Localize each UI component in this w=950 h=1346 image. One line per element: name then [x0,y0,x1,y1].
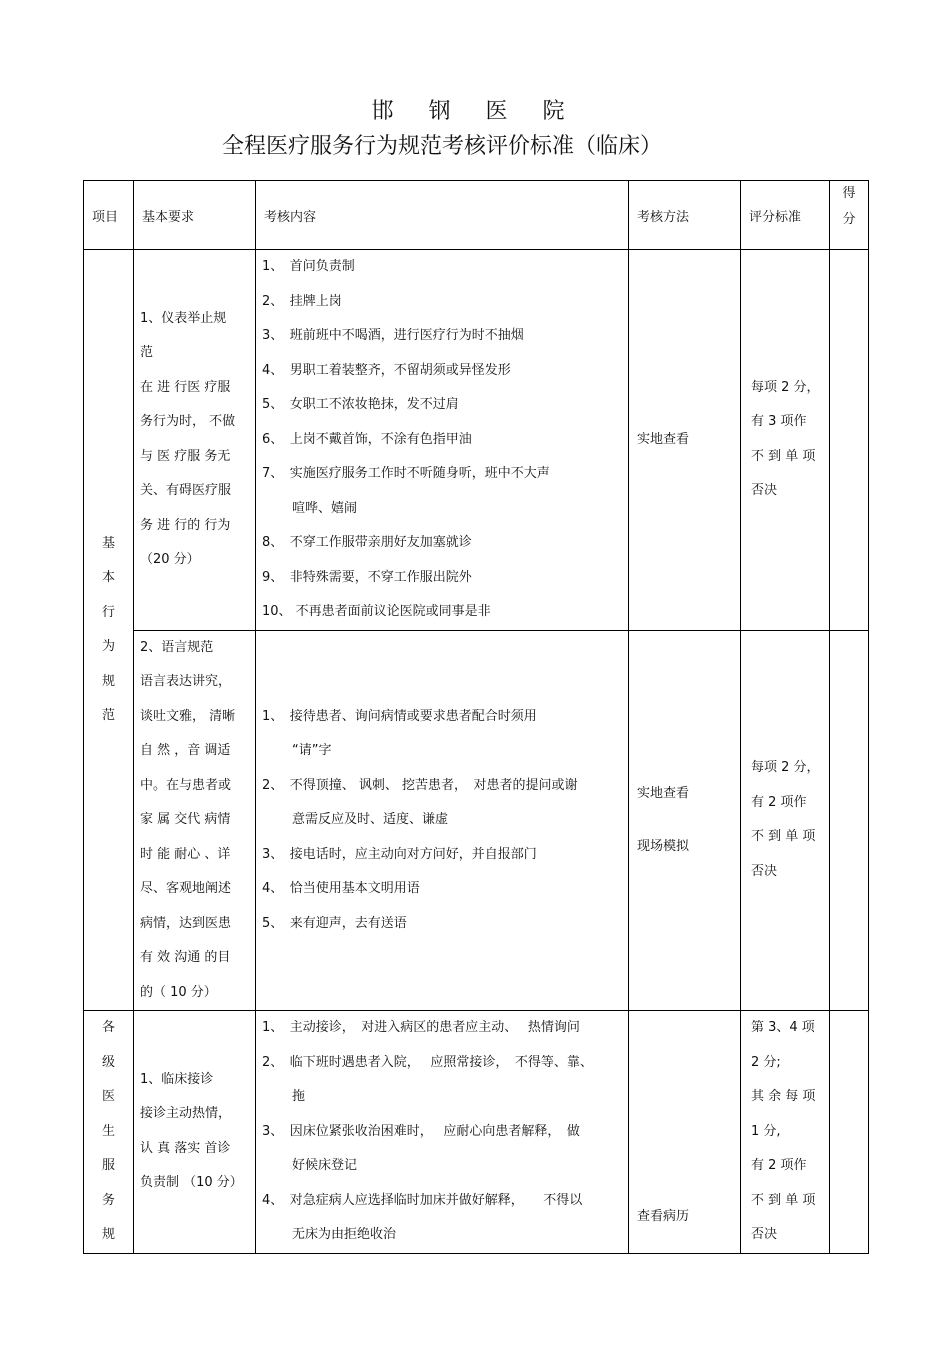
content-item: 9、 非特殊需要，不穿工作服出院外 [262,569,472,585]
text-line: 生 [101,1123,115,1139]
content-item: 喧哗、嬉闹 [292,500,358,516]
text-line: 否决 [751,483,778,499]
content-item: 好候床登记 [292,1158,358,1173]
score-cell [830,1011,869,1254]
content-item: 拖 [292,1089,306,1104]
text-line: 1、临床接诊 [140,1071,214,1087]
text-line: 2 分; [751,1054,781,1070]
text-line: （20 分） [140,552,200,568]
text-line: 认 真 落实 首诊 [140,1140,231,1156]
text-line: 务 进 行的 行为 [140,517,231,533]
text-line: 的（ 10 分） [140,984,217,1000]
content-item: “请”字 [292,743,332,758]
content-item: 4、 男职工着装整齐，不留胡须或异怪发形 [262,362,511,378]
header-method: 考核方法 [629,181,741,250]
text-line: 1、仪表举止规 [140,310,227,326]
text-line: 范 [140,345,154,361]
section-label [84,1011,134,1254]
text-line: 不 到 单 项 [751,1192,816,1208]
table-row [84,250,869,631]
text-line: 实地查看 [637,786,690,802]
content-item: 3、 因床位紧张收治困难时， 应耐心向患者解释， 做 [262,1123,580,1139]
header-content: 考核内容 [256,181,629,250]
hospital-name: 邯 钢 医 院 [371,99,579,124]
text-line: 规 [101,673,115,689]
content-item: 2、 不得顶撞、 讽刺、 挖苦患者， 对患者的提问或谢 [262,777,578,793]
text-line: 第 3、4 项 [751,1020,815,1035]
table-row [84,1011,869,1254]
text-line: 病情，达到医患 [140,915,232,931]
header-row [84,181,869,250]
method-cell [629,250,741,631]
content-item: 2、 挂牌上岗 [262,293,342,309]
score-cell [830,630,869,1011]
text-line: 每项 2 分， [751,760,820,776]
score-cell [830,250,869,631]
content-item: 6、 上岗不戴首饰，不涂有色指甲油 [262,431,472,447]
standard-cell [741,1011,830,1254]
text-line: 尽、客观地阐述 [140,881,232,896]
requirement-cell [134,630,256,1011]
content-item: 4、 恰当使用基本文明用语 [262,881,420,896]
text-line: 不 到 单 项 [751,829,816,845]
content-item: 7、 实施医疗服务工作时不听随身听，班中不大声 [262,466,550,481]
text-line: 为 [101,639,115,654]
content-cell [256,1011,629,1254]
content-item: 意需反应及时、适度、谦虚 [292,812,449,827]
requirement-cell [134,250,256,631]
text-line: 服 [101,1158,115,1173]
text-line: 关、有碍医疗服 [140,483,232,499]
text-line: 时 能 耐心 、详 [140,846,231,862]
text-line: 基 [101,535,115,551]
text-line: 接诊主动热情， [140,1106,232,1122]
text-line: 各 [101,1020,115,1035]
content-item: 3、 接电话时，应主动向对方问好，并自报部门 [262,846,537,862]
text-line: 1 分, [751,1123,781,1139]
table-row [84,630,869,1011]
text-line: 每项 2 分， [751,379,820,395]
text-line: 本 [101,570,115,585]
text-line: 范 [101,708,115,723]
text-line: 有 2 项作 [751,1158,807,1173]
text-line: 家 属 交代 病情 [140,812,231,827]
text-line: 务 [101,1192,115,1208]
content-item: 4、 对急症病人应选择临时加床并做好解释， 不得以 [262,1192,583,1208]
section-label [84,250,134,1011]
text-line: 与 医 疗服 务无 [140,448,231,464]
content-item: 1、 主动接诊， 对进入病区的患者应主动、 热情询问 [262,1020,580,1035]
text-line: 负责制 （10 分） [140,1175,243,1191]
text-line: 规 [101,1227,115,1242]
text-line: 有 2 项作 [751,794,807,810]
text-line: 否决 [751,863,778,879]
text-line: 实地查看 [637,432,690,448]
content-item: 5、 来有迎声，去有送语 [262,915,407,931]
text-line: 不 到 单 项 [751,448,816,464]
text-line: 2、语言规范 [140,639,214,655]
text-line: 自 然 ，音 调适 [140,743,231,758]
content-item: 10、 不再患者面前议论医院或同事是非 [262,604,491,619]
standard-cell [741,250,830,631]
content-item: 8、 不穿工作服带亲朋好友加塞就诊 [262,535,472,550]
text-line: 语言表达讲究， [140,674,232,689]
content-item: 5、 女职工不浓妆艳抹，发不过肩 [262,397,459,412]
text-line: 现场模拟 [637,839,690,855]
standard-cell [741,630,830,1011]
content-item: 1、 接待患者、询问病情或要求患者配合时须用 [262,708,537,724]
text-line: 否决 [751,1227,778,1242]
text-line: 有 效 沟通 的目 [140,950,231,965]
header-score: 得 分 [830,181,869,250]
text-line: 医 [101,1089,115,1104]
header-requirement: 基本要求 [134,181,256,250]
content-cell [256,630,629,1011]
document-title: 全程医疗服务行为规范考核评价标准（临床） [221,134,662,159]
text-line: 有 3 项作 [751,414,807,430]
content-item: 1、 首问负责制 [262,259,355,274]
content-cell [256,250,629,631]
header-standard: 评分标准 [741,181,830,250]
content-item: 2、 临下班时遇患者入院， 应照常接诊， 不得等、靠、 [262,1054,593,1070]
text-line: 级 [101,1054,115,1070]
content-item: 无床为由拒绝收治 [292,1227,397,1242]
evaluation-table [83,180,869,1254]
header-item: 项目 [84,181,134,250]
text-line: 在 进 行医 疗服 [140,379,231,395]
text-line: 行 [101,604,115,620]
method-cell [629,630,741,1011]
text-line: 中。在与患者或 [140,777,232,793]
content-item: 3、 班前班中不喝酒，进行医疗行为时不抽烟 [262,328,524,343]
requirement-cell [134,1011,256,1254]
text-line: 查看病历 [637,1208,690,1224]
method-cell [629,1011,741,1254]
text-line: 谈吐文雅， 清晰 [140,708,236,724]
text-line: 务行为时， 不做 [140,414,236,430]
text-line: 其 余 每 项 [751,1089,816,1104]
